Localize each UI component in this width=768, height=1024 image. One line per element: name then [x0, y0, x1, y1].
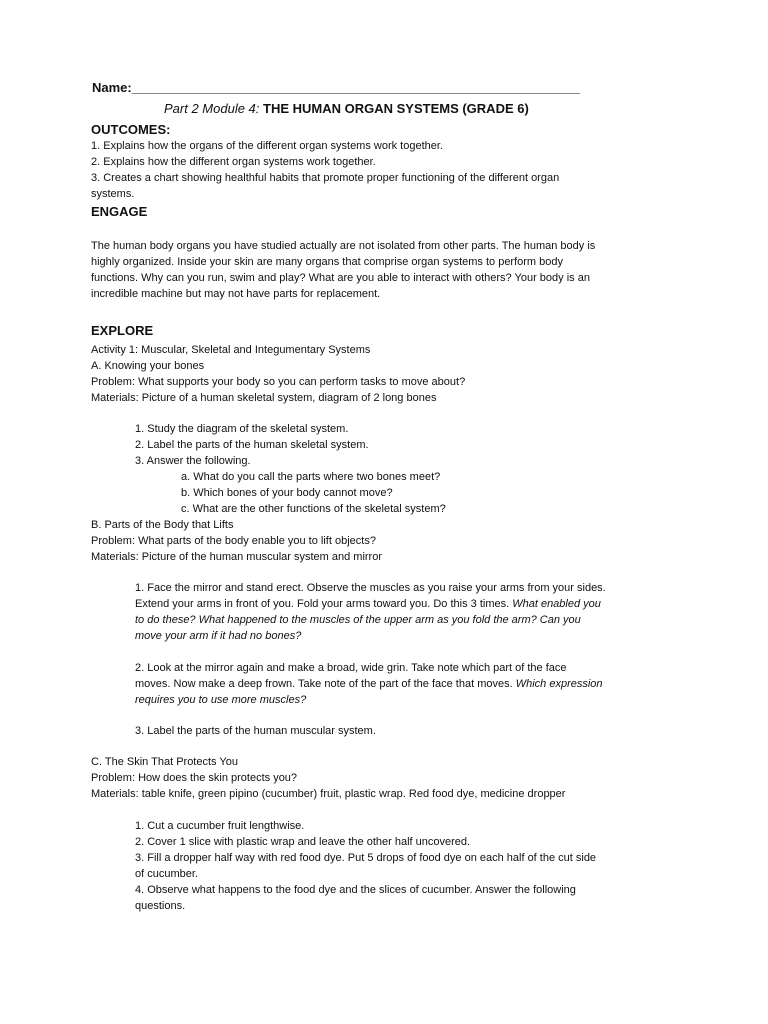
step-question: Which expression	[515, 678, 603, 690]
outcomes-heading: OUTCOMES:	[91, 122, 171, 137]
section-b-step-1-line	[135, 596, 601, 612]
section-b-step-2-line: requires you to use more muscles?	[135, 694, 307, 706]
module-title	[164, 101, 529, 117]
section-c-materials: Materials: table knife, green pipino (cucumber) fruit, plastic wrap. Red food dye, medicine dropper	[91, 788, 566, 800]
section-c-step: questions.	[135, 900, 186, 912]
section-b-step-3: 3. Label the parts of the human muscular system.	[135, 725, 376, 737]
outcome-item: 3. Creates a chart showing healthful habits that promote proper functioning of the different organ	[91, 172, 560, 184]
section-c-step: 2. Cover 1 slice with plastic wrap and leave the other half uncovered.	[135, 836, 471, 848]
section-a-step: 3. Answer the following.	[135, 455, 251, 467]
explore-heading: EXPLORE	[91, 323, 154, 338]
section-c-step: 1. Cut a cucumber fruit lengthwise.	[135, 820, 305, 832]
step-question: What enabled you	[512, 598, 601, 610]
section-b-step-1-line: to do these? What happened to the muscles of the upper arm as you fold the arm? Can you	[135, 614, 581, 626]
name-field-row	[92, 80, 580, 96]
section-a-problem: Problem: What supports your body so you can perform tasks to move about?	[91, 376, 466, 388]
engage-line: incredible machine but may not have parts for replacement.	[91, 288, 381, 300]
section-b-materials: Materials: Picture of the human muscular system and mirror	[91, 551, 382, 563]
outcome-item: systems.	[91, 188, 135, 200]
section-a-materials: Materials: Picture of a human skeletal system, diagram of 2 long bones	[91, 392, 437, 404]
module-title-main: THE HUMAN ORGAN SYSTEMS (GRADE 6)	[263, 101, 529, 116]
section-c-step: of cucumber.	[135, 868, 198, 880]
section-c-title: C. The Skin That Protects You	[91, 756, 238, 768]
section-a-title: A. Knowing your bones	[91, 360, 205, 372]
name-blank-line: ______________________________________________________________	[131, 80, 581, 95]
module-title-part: Part 2 Module 4:	[164, 101, 260, 116]
section-a-step: 1. Study the diagram of the skeletal system.	[135, 423, 349, 435]
section-b-step-1-line: 1. Face the mirror and stand erect. Observe the muscles as you raise your arms from your sides.	[135, 582, 606, 594]
section-a-question: a. What do you call the parts where two bones meet?	[181, 471, 441, 483]
engage-line: highly organized. Inside your skin are many organs that comprise organ systems to perform body	[91, 256, 564, 268]
step-text: Extend your arms in front of you. Fold your arms toward you. Do this 3 times.	[135, 598, 510, 610]
section-a-step: 2. Label the parts of the human skeletal system.	[135, 439, 369, 451]
engage-heading: ENGAGE	[91, 204, 148, 219]
step-text: moves. Now make a deep frown. Take note of the part of the face that moves.	[135, 678, 513, 690]
section-b-step-2-line	[135, 676, 603, 692]
name-label: Name:	[92, 80, 132, 95]
engage-line: functions. Why can you run, swim and play? What are you able to interact with others? Your body is an	[91, 272, 590, 284]
outcome-item: 1. Explains how the organs of the different organ systems work together.	[91, 140, 443, 152]
section-a-question: b. Which bones of your body cannot move?	[181, 487, 393, 499]
section-b-step-1-line: move your arm if it had no bones?	[135, 630, 302, 642]
section-b-problem: Problem: What parts of the body enable you to lift objects?	[91, 535, 376, 547]
section-b-title: B. Parts of the Body that Lifts	[91, 519, 234, 531]
section-b-step-2-line: 2. Look at the mirror again and make a broad, wide grin. Take note which part of the face	[135, 662, 567, 674]
section-c-step: 3. Fill a dropper half way with red food dye. Put 5 drops of food dye on each half of the cut side	[135, 852, 597, 864]
activity-title: Activity 1: Muscular, Skeletal and Integumentary Systems	[91, 344, 371, 356]
section-c-problem: Problem: How does the skin protects you?	[91, 772, 298, 784]
section-c-step: 4. Observe what happens to the food dye and the slices of cucumber. Answer the following	[135, 884, 576, 896]
engage-line: The human body organs you have studied actually are not isolated from other parts. The human body is	[91, 240, 596, 252]
outcome-item: 2. Explains how the different organ systems work together.	[91, 156, 376, 168]
section-a-question: c. What are the other functions of the skeletal system?	[181, 503, 446, 515]
